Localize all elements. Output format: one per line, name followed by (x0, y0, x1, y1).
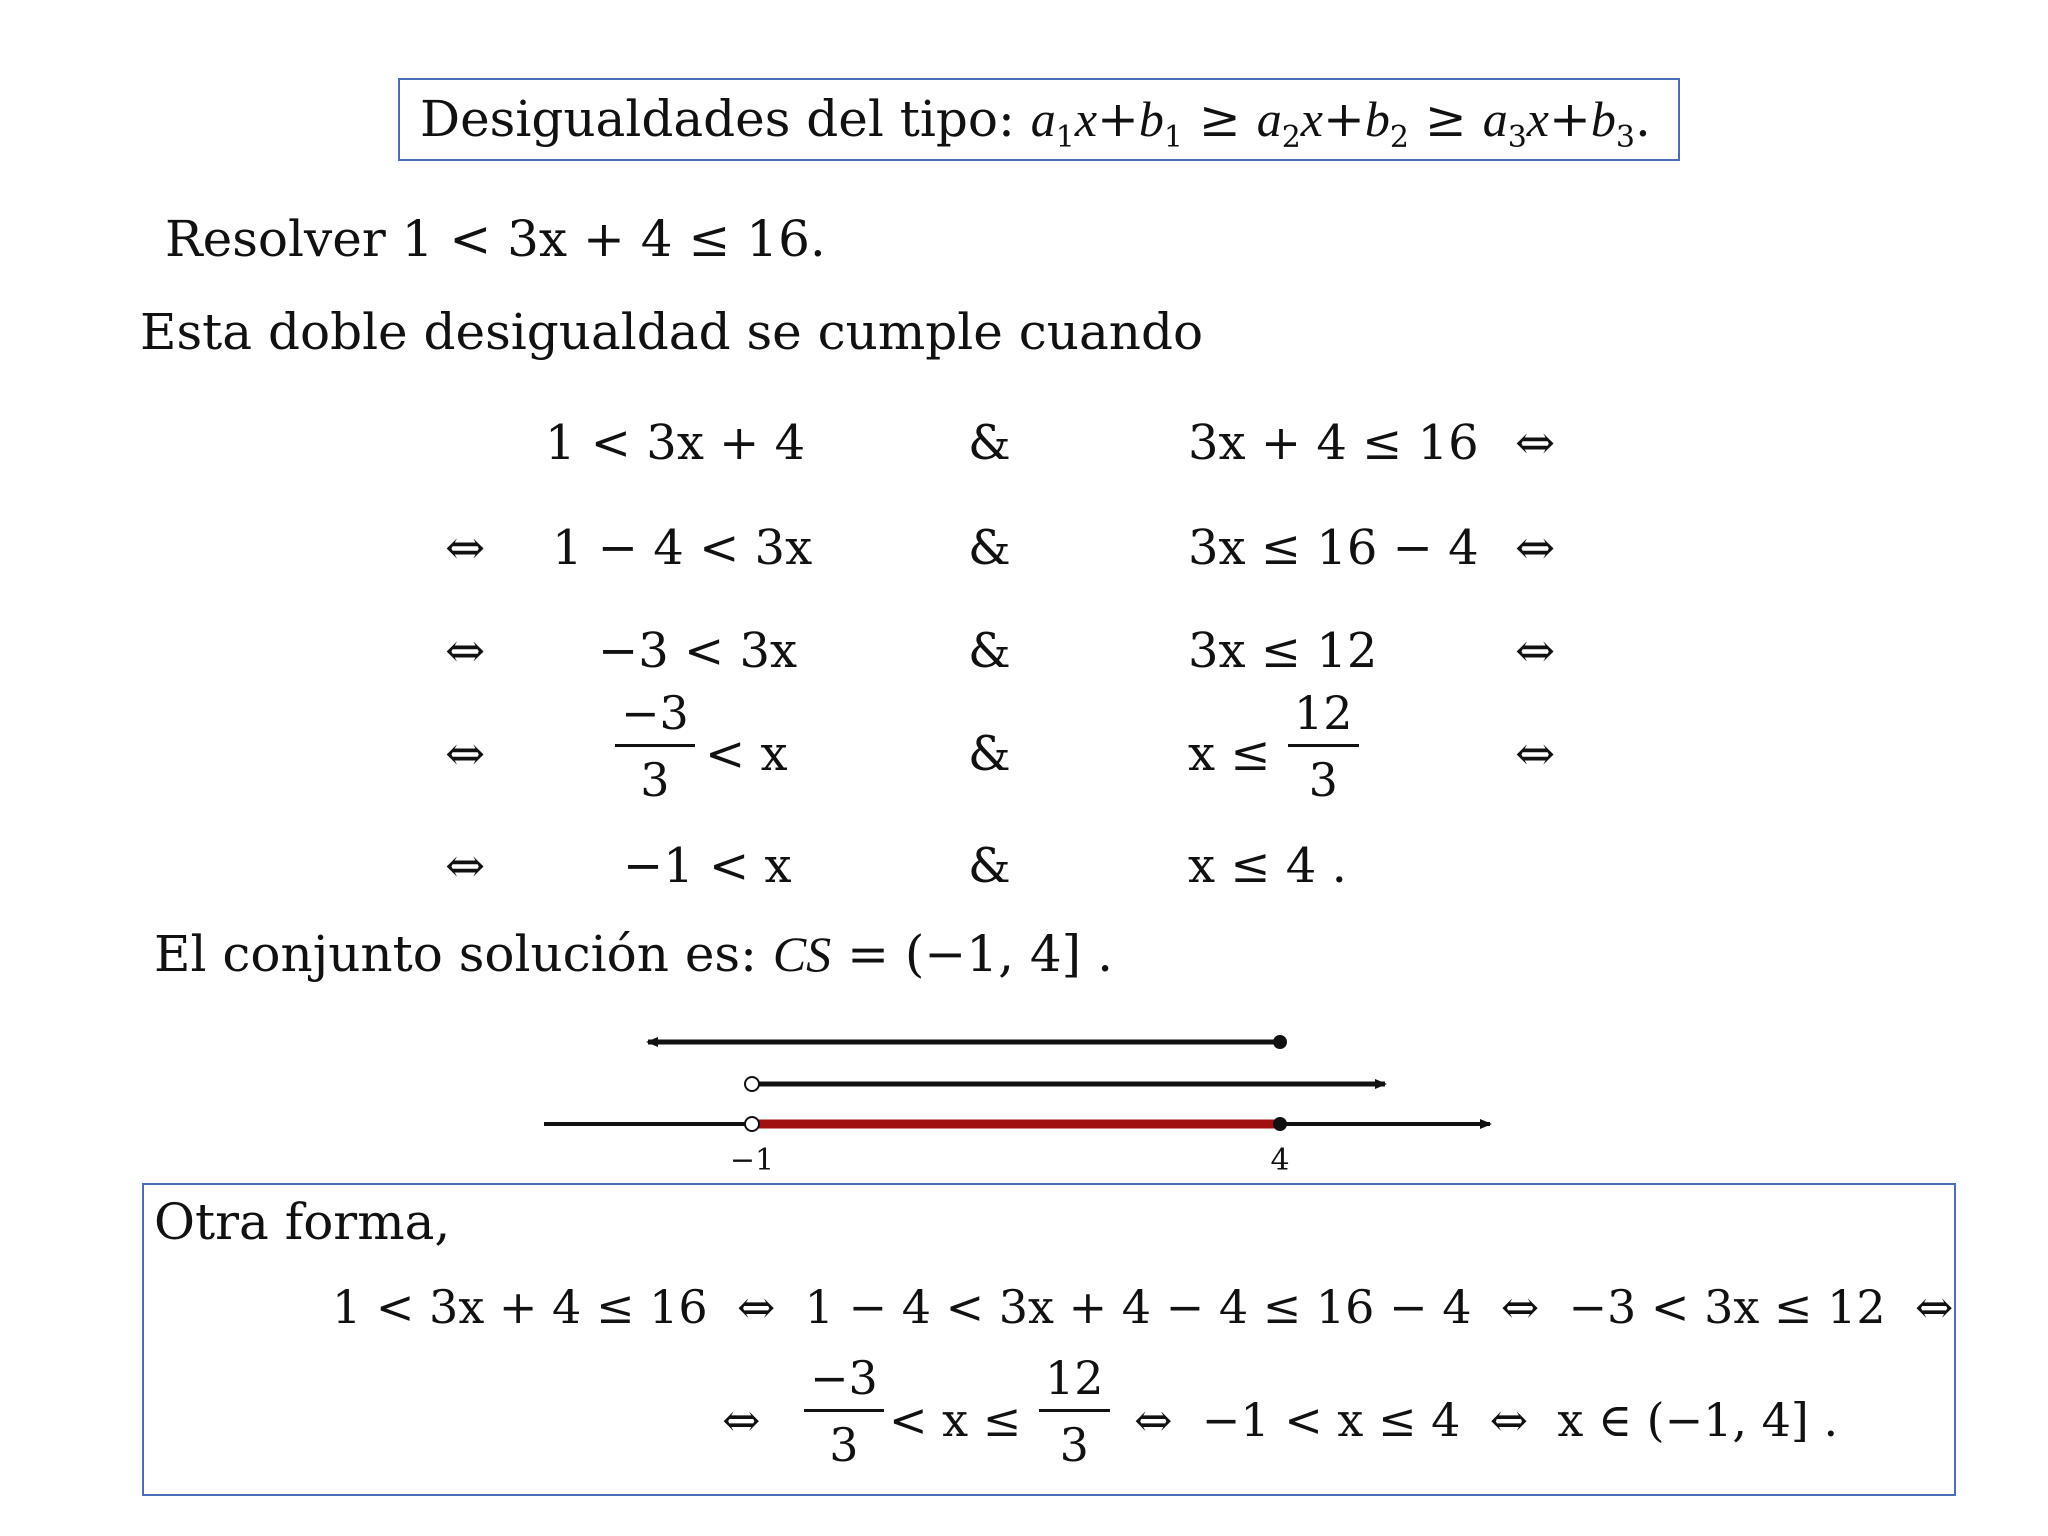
var-a2: a (1256, 91, 1282, 147)
other-fraction-2 (1039, 1351, 1110, 1472)
step3-left: −3 < 3x (598, 623, 798, 679)
sub-2: 2 (1281, 120, 1301, 155)
header-box (398, 78, 1680, 161)
step3-right-arrow: ⇔ (1515, 623, 1556, 679)
sub-b1: 1 (1163, 120, 1184, 155)
step5-amp: & (968, 838, 1011, 894)
var-x3: x (1526, 91, 1549, 147)
step3-left-arrow: ⇔ (445, 623, 486, 679)
other-form-line2-rest: ⇔ −1 < x ≤ 4 ⇔ x ∈ (−1, 4] . (1134, 1393, 1839, 1447)
var-b2: b (1364, 91, 1390, 147)
fraction-numerator: −3 (810, 1351, 878, 1405)
var-a3: a (1482, 91, 1508, 147)
fraction-denominator: 3 (1308, 753, 1338, 807)
solution-text: El conjunto solución es: (154, 925, 773, 983)
sub-b3: 3 (1615, 120, 1635, 155)
other-form-mid: < x ≤ (889, 1393, 1022, 1447)
fraction-numerator: 12 (1045, 1351, 1104, 1405)
step3-amp: & (968, 623, 1011, 679)
other-form-line1: 1 < 3x + 4 ≤ 16 ⇔ 1 − 4 < 3x + 4 − 4 ≤ 16 − 4 ⇔ −3 < 3x ≤ 12 ⇔ (332, 1280, 1954, 1334)
header-formula (420, 90, 1651, 155)
sub-3: 3 (1507, 120, 1527, 155)
step2-right-arrow: ⇔ (1515, 520, 1556, 576)
fraction-denominator: 3 (829, 1418, 859, 1472)
var-x1: x (1074, 91, 1098, 147)
step5-left-arrow: ⇔ (445, 838, 486, 894)
intro-text: Esta doble desigualdad se cumple cuando (140, 303, 1204, 361)
step2-left-arrow: ⇔ (445, 520, 486, 576)
closed-point-4 (1273, 1117, 1287, 1131)
sub-b2: 2 (1389, 120, 1409, 155)
tick-label-4: 4 (1270, 1143, 1290, 1178)
open-point-minus1-mid (745, 1077, 759, 1091)
var-b3: b (1590, 91, 1616, 147)
step1-left: 1 < 3x + 4 (545, 415, 806, 471)
var-a1: a (1030, 91, 1056, 147)
plus-3: + (1548, 90, 1591, 148)
solution-cs: CS (772, 926, 832, 982)
solution-line (154, 925, 1113, 983)
closed-point-4-top (1273, 1035, 1287, 1049)
other-form-line2-arrow: ⇔ (722, 1393, 761, 1447)
other-form-title: Otra forma, (154, 1193, 451, 1251)
step2-right: 3x ≤ 16 − 4 (1188, 520, 1479, 576)
fraction-numerator: −3 (621, 686, 689, 740)
step1-right: 3x + 4 ≤ 16 (1188, 415, 1479, 471)
fraction-denominator: 3 (640, 753, 670, 807)
other-fraction-1 (804, 1351, 884, 1472)
step3-right: 3x ≤ 12 (1188, 623, 1378, 679)
problem-statement: Resolver 1 < 3x + 4 ≤ 16. (165, 210, 826, 268)
var-x2: x (1300, 91, 1323, 147)
plus-2: + (1323, 90, 1365, 148)
var-b1: b (1138, 91, 1164, 147)
open-point-minus1 (745, 1117, 759, 1131)
step4-left-rest: < x (705, 726, 788, 782)
sub-1: 1 (1055, 120, 1075, 155)
header-prefix: Desigualdades del tipo: (420, 90, 1031, 148)
ge-2: ≥ (1409, 90, 1483, 148)
step1-right-arrow: ⇔ (1515, 415, 1556, 471)
step4-left-fraction (615, 686, 695, 807)
step5-left: −1 < x (623, 838, 792, 894)
step4-right-arrow: ⇔ (1515, 726, 1556, 782)
step1-amp: & (968, 415, 1011, 471)
header-end: . (1634, 90, 1651, 148)
step5-right: x ≤ 4 . (1188, 838, 1347, 894)
step4-amp: & (968, 726, 1011, 782)
step4-left-arrow: ⇔ (445, 726, 486, 782)
step2-left: 1 − 4 < 3x (552, 520, 813, 576)
step2-amp: & (968, 520, 1011, 576)
fraction-denominator: 3 (1059, 1418, 1089, 1472)
tick-label-minus1: −1 (729, 1143, 775, 1178)
step4-right-fraction (1288, 686, 1359, 807)
other-form-box (142, 1183, 1956, 1496)
plus-1: + (1097, 90, 1139, 148)
number-line-diagram (530, 1010, 1510, 1190)
ge-1: ≥ (1183, 90, 1257, 148)
step4-right-pre: x ≤ (1188, 726, 1271, 782)
fraction-numerator: 12 (1294, 686, 1353, 740)
solution-interval: = (−1, 4] . (831, 925, 1113, 983)
